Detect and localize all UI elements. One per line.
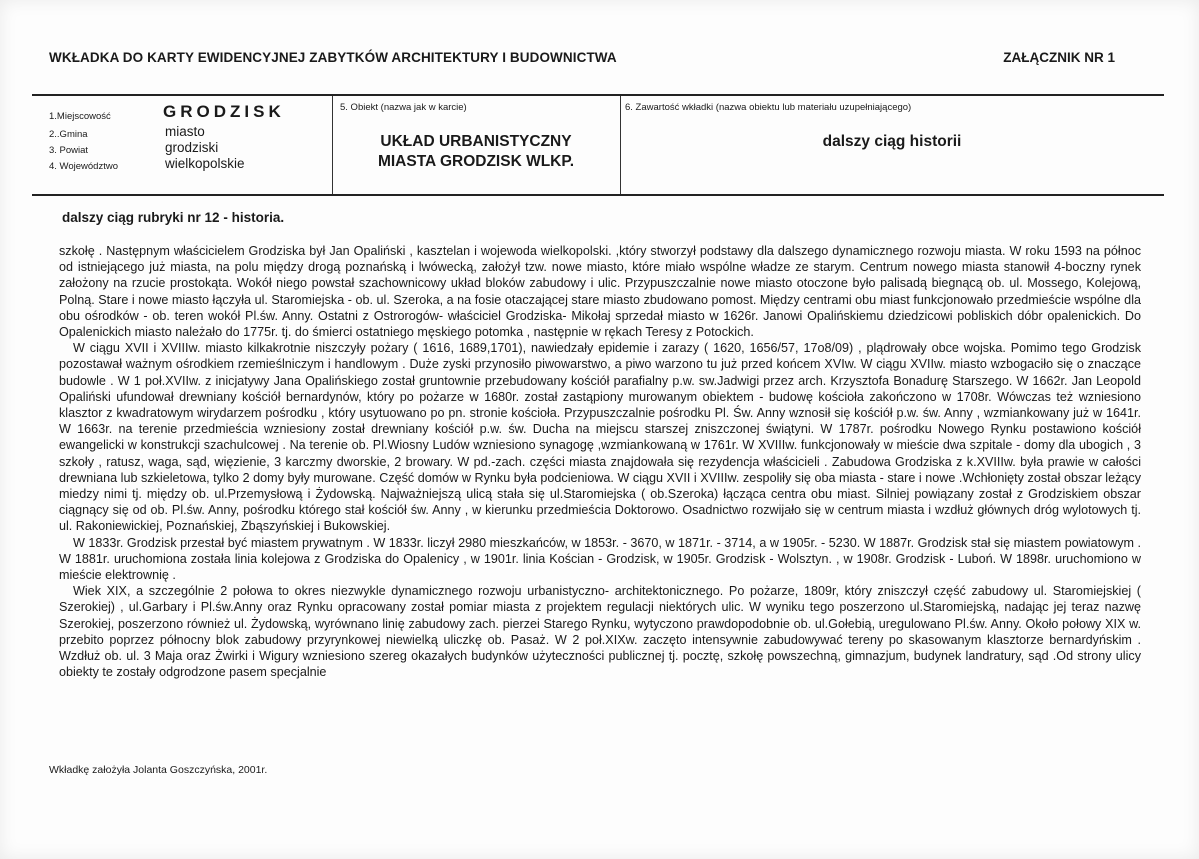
document-title: WKŁADKA DO KARTY EWIDENCYJNEJ ZABYTKÓW ARCHITEKTURY I BUDOWNICTWA (49, 50, 617, 65)
attachment-number: ZAŁĄCZNIK NR 1 (1003, 50, 1115, 65)
paragraph: szkołę . Następnym właścicielem Grodziska był Jan Opaliński , kasztelan i wojewoda wielkopolski. ,który stworzył podstawy dla dalszego dynamicznego rozwoju miasta. W roku 1593 na północ od istniejącego już miasta, na polu między drogą poznańską i lwówecką, założył tzw. nowe miasto, które miało wspólne władze ze starym. Centrum nowego miasta stanowił 4-boczny rynek założony na rzucie prostokąta. Wokół niego powstał szachownicowy układ bloków zabudowy i ulic. Przypuszczalnie nowe miasto otoczone było palisadą biegnącą ob. ul. Mossego, Kolejową, Polną. Stare i nowe miasto łączyła ul. Staromiejska - ob. ul. Szeroka, a na fosie otaczającej stare miasto zbudowano pomost. Między centrami obu miast funkcjonowało przedmieście wspólne dla obu ośrodków - ob. teren wokół Pl.św. Anny. Ostatni z Ostrorogów- właściciel Grodziska- Mikołaj sprzedał miasto w 1626r. Janowi Opalińskiemu dziedzicowi pobliskich dóbr opalenickich. Do Opalenickich miasto należało do 1775r. tj. do śmierci ostatniego męskiego potomka , następnie w rękach Teresy z Potockich. (59, 244, 1141, 340)
object-name (332, 132, 620, 172)
contents-label: 6. Zawartość wkładki (nazwa obiektu lub materiału uzupełniającego) (625, 102, 912, 113)
field-value-voivodeship: wielkopolskie (165, 156, 245, 171)
field-label-voivodeship: 4. Województwo (49, 161, 118, 172)
field-label-district: 3. Powiat (49, 145, 89, 156)
object-name-line-1: UKŁAD URBANISTYCZNY (380, 133, 572, 150)
section-subheading: dalszy ciąg rubryki nr 12 - historia. (62, 210, 285, 225)
field-value-locality: GRODZISK (163, 102, 285, 121)
field-label-commune: 2..Gmina (49, 129, 88, 140)
object-label: 5. Obiekt (nazwa jak w karcie) (340, 102, 467, 113)
paragraph: W ciągu XVII i XVIIIw. miasto kilkakrotnie niszczyły pożary ( 1616, 1689,1701), nawiedzały epidemie i zarazy ( 1620, 1656/57, 17o8/09) , plądrowały obce wojska. Pomimo tego Grodzisk pozostawał ważnym ośrodkiem rzemieślniczym i handlowym . Duże zyski przynosiło piwowarstwo, a piwo warzono tu już przed końcem XVIw. W ciągu XVIIw. miasto wzbogaciło się o znaczące budowle . W 1 poł.XVIIw. z inicjatywy Jana Opalińskiego został gruntownie przebudowany kościół parafialny p.w. sw.Jadwigi przez arch. Krzysztofa Bonadurę Starszego. W 1662r. Jan Leopold Opaliński ufundował drewniany kościół bernardynów, który po pożarze w 1680r. został zastąpiony murowanym obiektem - budowę kościoła zakończono w 1708r. Wówczas też wzniesiono klasztor z kwadratowym wirydarzem pośrodku , który usytuowano po pn. stronie kościoła. Przypuszczalnie pośrodku Pl. Św. Anny wznosił się kościół p.w. św. Anny , wzmiankowany już w 1641r. W 1663r. na terenie przedmieścia wzniesiony został drewniany kościół p.w. św. Ducha na miejscu starszej zniszczonej świątyni. W 1787r. pośrodku Nowego Rynku postawiono kościół ewangelicki w konstrukcji szachulcowej . Na terenie ob. Pl.Wiosny Ludów wzniesiono synagogę ,wzmiankowaną w 1761r. W XVIIIw. funkcjonowały w mieście dwa szpitale - domy dla ubogich , 3 szkoły , ratusz, waga, sąd, więzienie, 3 karczmy dworskie, 2 browary. W pd.-zach. części miasta znajdowała się rezydencja właścicieli . Zabudowa Grodziska z k.XVIIIw. była prawie w całości drewniana lub szkieletowa, tylko 2 domy były murowane. Część domów w Rynku była podcieniowa. W ciągu XVII i XVIIIw. zespoliły się oba miasta - stare i nowe .Wchłonięty został obszar leżący miedzy nimi tj. między ob. ul.Przemysłową i Żydowską. Najważniejszą ulicą stała się ul.Staromiejska ( ob.Szeroka) łącząca centra obu miast. Silniej powiązany został z Grodziskiem obszar ciągnący się od ob. Pl.św. Anny, pośrodku którego stał kościół św. Anny , w kierunku przedmieścia Doktorowo. Osadnictwo rozwijało się w centrum miasta i wzdłuż głównych dróg wylotowych tj. ul. Rakoniewickiej, Poznańskiej, Zbąszyńskiej i Bukowskiej. (59, 341, 1141, 534)
author-note: Wkładkę założyła Jolanta Goszczyńska, 2001r. (49, 764, 268, 776)
field-value-district: grodziski (165, 140, 219, 155)
field-label-locality: 1.Miejscowość (49, 111, 111, 122)
paragraph: Wiek XIX, a szczególnie 2 połowa to okres niezwykle dynamicznego rozwoju urbanistyczno- architektonicznego. Po pożarze, 1809r, który zniszczył część zabudowy ul. Staromiejskiej ( Szerokiej) , ul.Garbary i Pl.św.Anny oraz Rynku opracowany został pomiar miasta z projektem regulacji niektórych ulic. W wyniku tego poszerzono ul.Staromiejską, nadając jej teraz nazwę Szerokiej, poszerzono również ul. Żydowską, wyrównano linię zabudowy zach. pierzei Starego Rynku, wytyczono prawdopodobnie ob. ul.Gołebią, uregulowano Pl.św. Anny. Około połowy XIX w. przebito poprzez północny blok zabudowy przyrynkowej niewielką uliczkę ob. Pasaż. W 2 poł.XIXw. zaczęto intensywnie zabudowywać tereny po skasowanym klasztorze bernardyńskim . Wzdłuż ob. ul. 3 Maja oraz Żwirki i Wigury wzniesiono szereg okazałych budynków użyteczności publicznej tj. pocztę, szkołę powszechną, gimnazjum, budynek landratury, sąd .Od strony ulicy obiekty te zostały odgrodzone pasem specjalnie (59, 584, 1141, 680)
form-header-box (32, 94, 1164, 196)
paragraph: W 1833r. Grodzisk przestał być miastem prywatnym . W 1833r. liczył 2980 mieszkańców, w 1853r. - 3670, w 1871r. - 3714, a w 1905r. - 5230. W 1887r. Grodzisk stał się miastem powiatowym . W 1881r. uruchomiona została linia kolejowa z Grodziska do Opalenicy , w 1901r. linia Kościan - Grodzisk, w 1905r. Grodzisk - Wolsztyn. , w 1908r. Grodzisk - Luboń. W 1898r. uruchomiono w mieście elektrownię . (59, 535, 1141, 583)
contents-value: dalszy ciąg historii (822, 133, 962, 150)
history-text (59, 243, 1141, 680)
object-name-line-2: MIASTA GRODZISK WLKP. (377, 153, 575, 170)
field-value-commune: miasto (165, 124, 205, 139)
